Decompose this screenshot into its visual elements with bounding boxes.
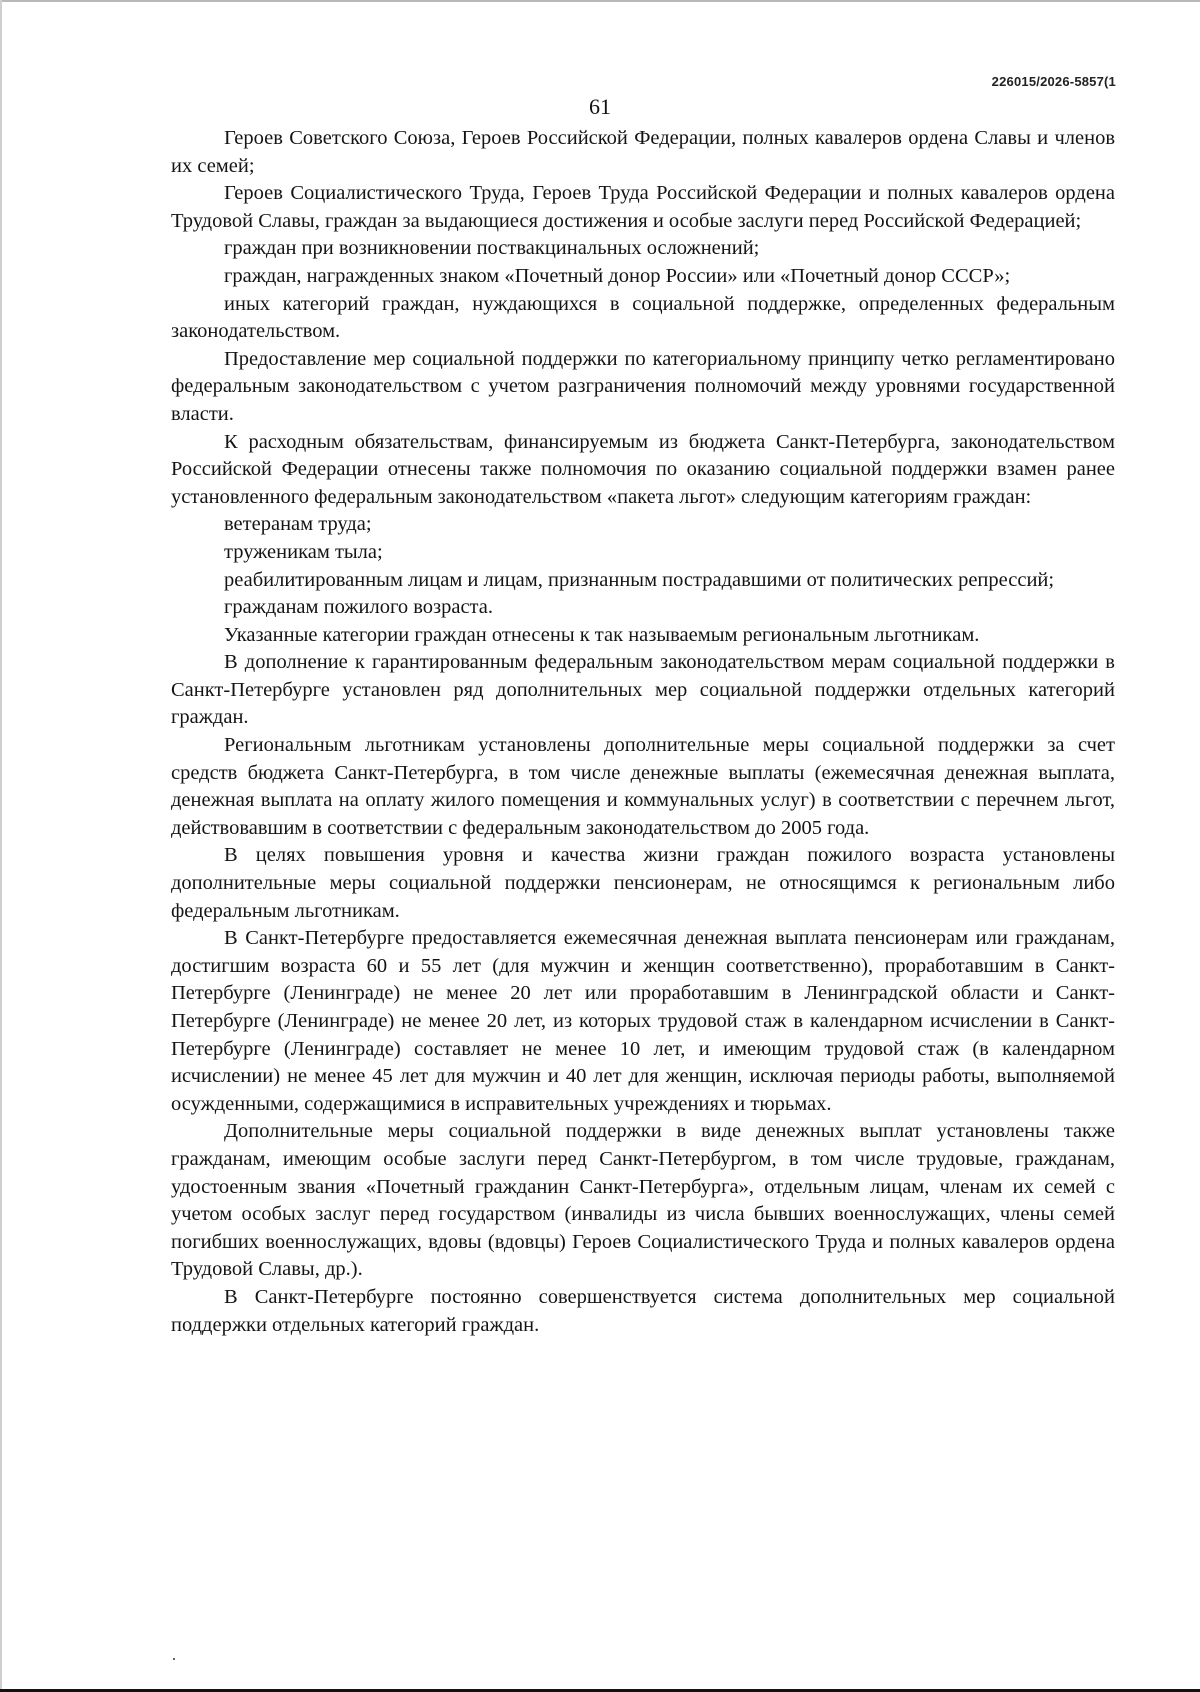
paragraph: Указанные категории граждан отнесены к так называемым региональным льготникам. <box>224 623 980 646</box>
paragraph: реабилитированным лицам и лицам, признанным пострадавшими от политических репрессий; <box>224 568 1055 591</box>
paragraph: гражданам пожилого возраста. <box>224 596 493 619</box>
paragraph: В дополнение к гарантированным федеральным законодательством мерам социальной поддержки в Санкт-Петербурге установлен ряд дополнительных мер социальной поддержки отдельных категорий граждан. <box>171 651 1115 729</box>
registration-number: 226015/2026-5857(1 <box>991 74 1116 89</box>
paragraph: иных категорий граждан, нуждающихся в социальной поддержке, определенных федеральным законодательством. <box>171 292 1115 343</box>
page-number: 61 <box>589 94 611 119</box>
paragraph: В целях повышения уровня и качества жизни граждан пожилого возраста установлены дополнительные меры социальной поддержки пенсионерам, не относящимся к региональным либо федеральным льготникам. <box>171 844 1115 922</box>
paragraph: В Санкт-Петербурге предоставляется ежемесячная денежная выплата пенсионерам или гражданам, достигшим возраста 60 и 55 лет (для мужчин и женщин соответственно), проработавшим в Санкт-Петербурге (Ленинграде) не менее 20 лет или проработавшим в Ленинградской области и Санкт-Петербурге (Ленинграде) не менее 20 лет, из которых трудовой стаж в календарном исчислении в Санкт-Петербурге (Ленинграде) составляет не менее 10 лет, и имеющим трудовой стаж (в календарном исчислении) не менее 45 лет для мужчин и 40 лет для женщин, исключая периоды работы, выполняемой осужденными, содержащимися в исправительных учреждениях и тюрьмах. <box>171 927 1115 1115</box>
paragraph: К расходным обязательствам, финансируемым из бюджета Санкт-Петербурга, законодательством Российской Федерации отнесены также полномочия по оказанию социальной поддержки взамен ранее установленного федеральным законодательством «пакета льгот» следующим категориям граждан: <box>171 430 1115 508</box>
scan-speck <box>173 1658 175 1660</box>
scan-edge-top <box>0 0 1200 2</box>
paragraph: ветеранам труда; <box>224 513 372 536</box>
paragraph: граждан при возникновении поствакцинальных осложнений; <box>224 237 760 260</box>
paragraph: Региональным льготникам установлены дополнительные меры социальной поддержки за счет средств бюджета Санкт-Петербурга, в том числе денежные выплаты (ежемесячная денежная выплата, денежная выплата на оплату жилого помещения и коммунальных услуг) в соответствии с перечнем льгот, действовавшим в соответствии с федеральным законодательством до 2005 года. <box>171 734 1115 839</box>
paragraph: Героев Советского Союза, Героев Российской Федерации, полных кавалеров ордена Славы и членов их семей; <box>171 127 1115 177</box>
paragraph: Предоставление мер социальной поддержки по категориальному принципу четко регламентировано федеральным законодательством с учетом разграничения полномочий между уровнями государственной власти. <box>171 347 1115 425</box>
paragraph: труженикам тыла; <box>224 540 383 563</box>
paragraph: Дополнительные меры социальной поддержки в виде денежных выплат установлены также гражданам, имеющим особые заслуги перед Санкт-Петербургом, в том числе трудовые, гражданам, удостоенным звания «Почетный гражданин Санкт-Петербурга», отдельным лицам, членам их семей с учетом особых заслуг перед государством (инвалиды из числа бывших военнослужащих, члены семей погибших военнослужащих, вдовы (вдовцы) Героев Социалистического Труда и полных кавалеров ордена Трудовой Славы, др.). <box>171 1120 1115 1281</box>
paragraph: Героев Социалистического Труда, Героев Труда Российской Федерации и полных кавалеров ордена Трудовой Славы, граждан за выдающиеся достижения и особые заслуги перед Российской Федерацией; <box>171 182 1115 232</box>
document-body <box>171 125 1115 1339</box>
paragraph: В Санкт-Петербурге постоянно совершенствуется система дополнительных мер социальной поддержки отдельных категорий граждан. <box>171 1285 1115 1336</box>
scan-edge-left <box>0 0 2 1692</box>
paragraph: граждан, награжденных знаком «Почетный донор России» или «Почетный донор СССР»; <box>224 264 1011 287</box>
